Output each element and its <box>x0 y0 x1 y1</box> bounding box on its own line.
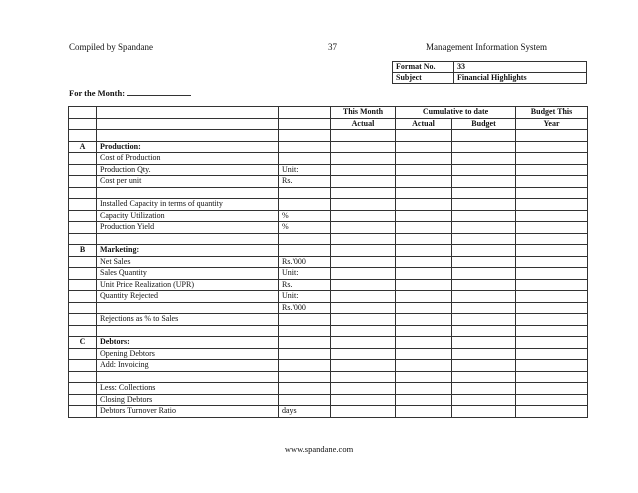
subject-value: Financial Highlights <box>454 73 587 84</box>
budget-year-cell <box>516 383 588 395</box>
cumulative-budget-cell <box>452 256 516 268</box>
cumulative-budget-cell <box>452 199 516 211</box>
row-item-label: Debtors: <box>97 337 279 349</box>
this-month-actual-cell <box>331 268 396 280</box>
cumulative-actual-cell <box>396 371 452 383</box>
cumulative-budget-cell <box>452 279 516 291</box>
header-cell-empty <box>97 118 279 130</box>
row-unit: % <box>279 222 331 234</box>
row-item-label: Rejections as % to Sales <box>97 314 279 326</box>
row-unit: Rs. <box>279 279 331 291</box>
cumulative-actual-cell <box>396 256 452 268</box>
budget-year-cell <box>516 360 588 372</box>
section-code <box>69 130 97 142</box>
cumulative-budget-cell <box>452 291 516 303</box>
table-row <box>69 210 588 222</box>
row-unit <box>279 130 331 142</box>
table-row <box>69 383 588 395</box>
row-unit: Rs.'000 <box>279 256 331 268</box>
footer-website: www.spandane.com <box>284 444 354 454</box>
format-label: Format No. <box>393 62 454 73</box>
month-blank-line <box>127 86 191 96</box>
budget-year-cell <box>516 348 588 360</box>
section-code <box>69 222 97 234</box>
cumulative-budget-cell <box>452 164 516 176</box>
row-unit: Rs. <box>279 176 331 188</box>
budget-year-cell <box>516 268 588 280</box>
row-item-label: Closing Debtors <box>97 394 279 406</box>
row-item-label <box>97 233 279 245</box>
row-item-label: Production: <box>97 141 279 153</box>
cumulative-actual-cell <box>396 187 452 199</box>
cumulative-budget-cell <box>452 406 516 418</box>
section-code <box>69 302 97 314</box>
budget-year-cell <box>516 210 588 222</box>
cumulative-actual-cell <box>396 245 452 257</box>
table-row <box>69 291 588 303</box>
cumulative-actual-cell <box>396 360 452 372</box>
this-month-actual-header: Actual <box>331 118 396 130</box>
row-item-label: Installed Capacity in terms of quantity <box>97 199 279 211</box>
row-item-label <box>97 302 279 314</box>
table-row <box>69 130 588 142</box>
row-unit <box>279 199 331 211</box>
page-number: 37 <box>328 42 337 52</box>
cumulative-actual-cell <box>396 164 452 176</box>
cumulative-actual-cell <box>396 279 452 291</box>
cumulative-actual-cell <box>396 325 452 337</box>
row-item-label <box>97 187 279 199</box>
this-month-actual-cell <box>331 406 396 418</box>
cumulative-budget-cell <box>452 222 516 234</box>
cumulative-actual-cell <box>396 394 452 406</box>
cumulative-budget-cell <box>452 383 516 395</box>
row-item-label <box>97 130 279 142</box>
budget-year-cell <box>516 153 588 165</box>
this-month-actual-cell <box>331 233 396 245</box>
row-unit <box>279 383 331 395</box>
budget-year-cell <box>516 256 588 268</box>
budget-year-cell <box>516 406 588 418</box>
section-code <box>69 153 97 165</box>
row-item-label: Production Qty. <box>97 164 279 176</box>
this-month-actual-cell <box>331 222 396 234</box>
table-row <box>69 360 588 372</box>
section-code <box>69 199 97 211</box>
this-month-actual-cell <box>331 141 396 153</box>
budget-year-cell <box>516 314 588 326</box>
cumulative-budget-cell <box>452 394 516 406</box>
this-month-actual-cell <box>331 210 396 222</box>
cumulative-budget-cell <box>452 337 516 349</box>
row-item-label: Marketing: <box>97 245 279 257</box>
table-row <box>69 256 588 268</box>
table-row <box>69 337 588 349</box>
budget-year-cell <box>516 325 588 337</box>
row-unit <box>279 337 331 349</box>
table-row <box>69 233 588 245</box>
cumulative-budget-cell <box>452 130 516 142</box>
budget-year-cell <box>516 302 588 314</box>
table-row <box>69 279 588 291</box>
section-code <box>69 187 97 199</box>
column-header-row-1 <box>69 107 588 119</box>
header-cell-empty <box>69 107 97 119</box>
table-row <box>69 164 588 176</box>
table-row <box>69 394 588 406</box>
budget-year-cell <box>516 176 588 188</box>
this-month-actual-cell <box>331 314 396 326</box>
row-unit <box>279 233 331 245</box>
cumulative-budget-cell <box>452 360 516 372</box>
cumulative-budget-cell <box>452 268 516 280</box>
budget-year-cell <box>516 337 588 349</box>
this-month-actual-cell <box>331 164 396 176</box>
row-item-label: Sales Quantity <box>97 268 279 280</box>
row-unit <box>279 394 331 406</box>
budget-year-cell <box>516 164 588 176</box>
row-unit <box>279 314 331 326</box>
table-row <box>69 222 588 234</box>
cumulative-actual-cell <box>396 210 452 222</box>
this-month-actual-cell <box>331 130 396 142</box>
row-item-label: Capacity Utilization <box>97 210 279 222</box>
format-value: 33 <box>454 62 587 73</box>
row-item-label: Cost of Production <box>97 153 279 165</box>
table-row <box>69 348 588 360</box>
this-month-actual-cell <box>331 291 396 303</box>
for-the-month-label: For the Month: <box>69 88 126 98</box>
budget-year-header: Year <box>516 118 588 130</box>
column-header-row-2 <box>69 118 588 130</box>
table-row <box>69 187 588 199</box>
row-unit <box>279 245 331 257</box>
section-code <box>69 383 97 395</box>
this-month-actual-cell <box>331 325 396 337</box>
budget-year-cell <box>516 291 588 303</box>
cumulative-budget-cell <box>452 314 516 326</box>
section-code <box>69 233 97 245</box>
section-code <box>69 268 97 280</box>
row-unit: % <box>279 210 331 222</box>
cumulative-actual-cell <box>396 302 452 314</box>
row-item-label: Quantity Rejected <box>97 291 279 303</box>
subject-row <box>393 73 587 84</box>
this-month-actual-cell <box>331 279 396 291</box>
this-month-actual-cell <box>331 337 396 349</box>
format-info-table <box>392 61 587 84</box>
row-unit <box>279 325 331 337</box>
cumulative-actual-cell <box>396 291 452 303</box>
cumulative-budget-cell <box>452 176 516 188</box>
row-unit <box>279 187 331 199</box>
budget-this-year-header: Budget This <box>516 107 588 119</box>
section-code <box>69 325 97 337</box>
subject-label: Subject <box>393 73 454 84</box>
budget-year-cell <box>516 222 588 234</box>
section-code <box>69 360 97 372</box>
this-month-actual-cell <box>331 199 396 211</box>
cumulative-header: Cumulative to date <box>396 107 516 119</box>
cumulative-actual-cell <box>396 383 452 395</box>
row-item-label: Production Yield <box>97 222 279 234</box>
cumulative-budget-cell <box>452 233 516 245</box>
section-code <box>69 314 97 326</box>
cumulative-actual-cell <box>396 199 452 211</box>
this-month-actual-cell <box>331 245 396 257</box>
section-code <box>69 394 97 406</box>
financial-highlights-table <box>68 106 588 418</box>
this-month-actual-cell <box>331 256 396 268</box>
cumulative-actual-cell <box>396 314 452 326</box>
header-cell-empty <box>69 118 97 130</box>
budget-year-cell <box>516 199 588 211</box>
cumulative-budget-cell <box>452 302 516 314</box>
section-code <box>69 210 97 222</box>
row-item-label <box>97 325 279 337</box>
table-row <box>69 141 588 153</box>
cumulative-budget-cell <box>452 348 516 360</box>
cumulative-actual-cell <box>396 268 452 280</box>
table-row <box>69 199 588 211</box>
cumulative-budget-header: Budget <box>452 118 516 130</box>
this-month-header: This Month <box>331 107 396 119</box>
budget-year-cell <box>516 141 588 153</box>
row-unit <box>279 371 331 383</box>
row-item-label: Net Sales <box>97 256 279 268</box>
cumulative-budget-cell <box>452 210 516 222</box>
row-unit <box>279 153 331 165</box>
budget-year-cell <box>516 130 588 142</box>
section-code <box>69 406 97 418</box>
this-month-actual-cell <box>331 302 396 314</box>
cumulative-actual-cell <box>396 348 452 360</box>
table-row <box>69 325 588 337</box>
cumulative-budget-cell <box>452 153 516 165</box>
cumulative-actual-cell <box>396 233 452 245</box>
cumulative-budget-cell <box>452 325 516 337</box>
section-code <box>69 371 97 383</box>
row-unit: Unit: <box>279 164 331 176</box>
cumulative-actual-cell <box>396 406 452 418</box>
section-code: C <box>69 337 97 349</box>
for-the-month-field <box>69 86 191 98</box>
format-row <box>393 62 587 73</box>
row-unit: Unit: <box>279 268 331 280</box>
this-month-actual-cell <box>331 187 396 199</box>
cumulative-actual-cell <box>396 222 452 234</box>
budget-year-cell <box>516 233 588 245</box>
row-item-label: Less: Collections <box>97 383 279 395</box>
cumulative-budget-cell <box>452 371 516 383</box>
row-item-label <box>97 371 279 383</box>
row-unit <box>279 141 331 153</box>
table-row <box>69 268 588 280</box>
cumulative-actual-cell <box>396 337 452 349</box>
this-month-actual-cell <box>331 371 396 383</box>
this-month-actual-cell <box>331 394 396 406</box>
table-row <box>69 176 588 188</box>
budget-year-cell <box>516 245 588 257</box>
header-compiled-by: Compiled by Spandane <box>69 42 153 52</box>
header-cell-empty <box>279 107 331 119</box>
section-code <box>69 291 97 303</box>
cumulative-actual-header: Actual <box>396 118 452 130</box>
header-cell-empty <box>279 118 331 130</box>
this-month-actual-cell <box>331 348 396 360</box>
section-code <box>69 176 97 188</box>
row-item-label: Debtors Turnover Ratio <box>97 406 279 418</box>
table-row <box>69 314 588 326</box>
table-row <box>69 153 588 165</box>
header-cell-empty <box>97 107 279 119</box>
table-row <box>69 302 588 314</box>
row-unit: Rs.'000 <box>279 302 331 314</box>
row-item-label: Opening Debtors <box>97 348 279 360</box>
section-code: B <box>69 245 97 257</box>
this-month-actual-cell <box>331 383 396 395</box>
section-code <box>69 279 97 291</box>
cumulative-actual-cell <box>396 141 452 153</box>
budget-year-cell <box>516 371 588 383</box>
cumulative-actual-cell <box>396 153 452 165</box>
budget-year-cell <box>516 394 588 406</box>
row-unit <box>279 348 331 360</box>
section-code <box>69 164 97 176</box>
row-item-label: Unit Price Realization (UPR) <box>97 279 279 291</box>
row-unit: Unit: <box>279 291 331 303</box>
row-unit: days <box>279 406 331 418</box>
header-document-title: Management Information System <box>426 42 547 52</box>
table-row <box>69 406 588 418</box>
section-code <box>69 256 97 268</box>
table-row <box>69 371 588 383</box>
cumulative-budget-cell <box>452 245 516 257</box>
cumulative-budget-cell <box>452 187 516 199</box>
table-row <box>69 245 588 257</box>
cumulative-actual-cell <box>396 176 452 188</box>
row-item-label: Cost per unit <box>97 176 279 188</box>
this-month-actual-cell <box>331 360 396 372</box>
row-item-label: Add: Invoicing <box>97 360 279 372</box>
this-month-actual-cell <box>331 153 396 165</box>
section-code <box>69 348 97 360</box>
cumulative-actual-cell <box>396 130 452 142</box>
budget-year-cell <box>516 279 588 291</box>
row-unit <box>279 360 331 372</box>
budget-year-cell <box>516 187 588 199</box>
this-month-actual-cell <box>331 176 396 188</box>
section-code: A <box>69 141 97 153</box>
cumulative-budget-cell <box>452 141 516 153</box>
